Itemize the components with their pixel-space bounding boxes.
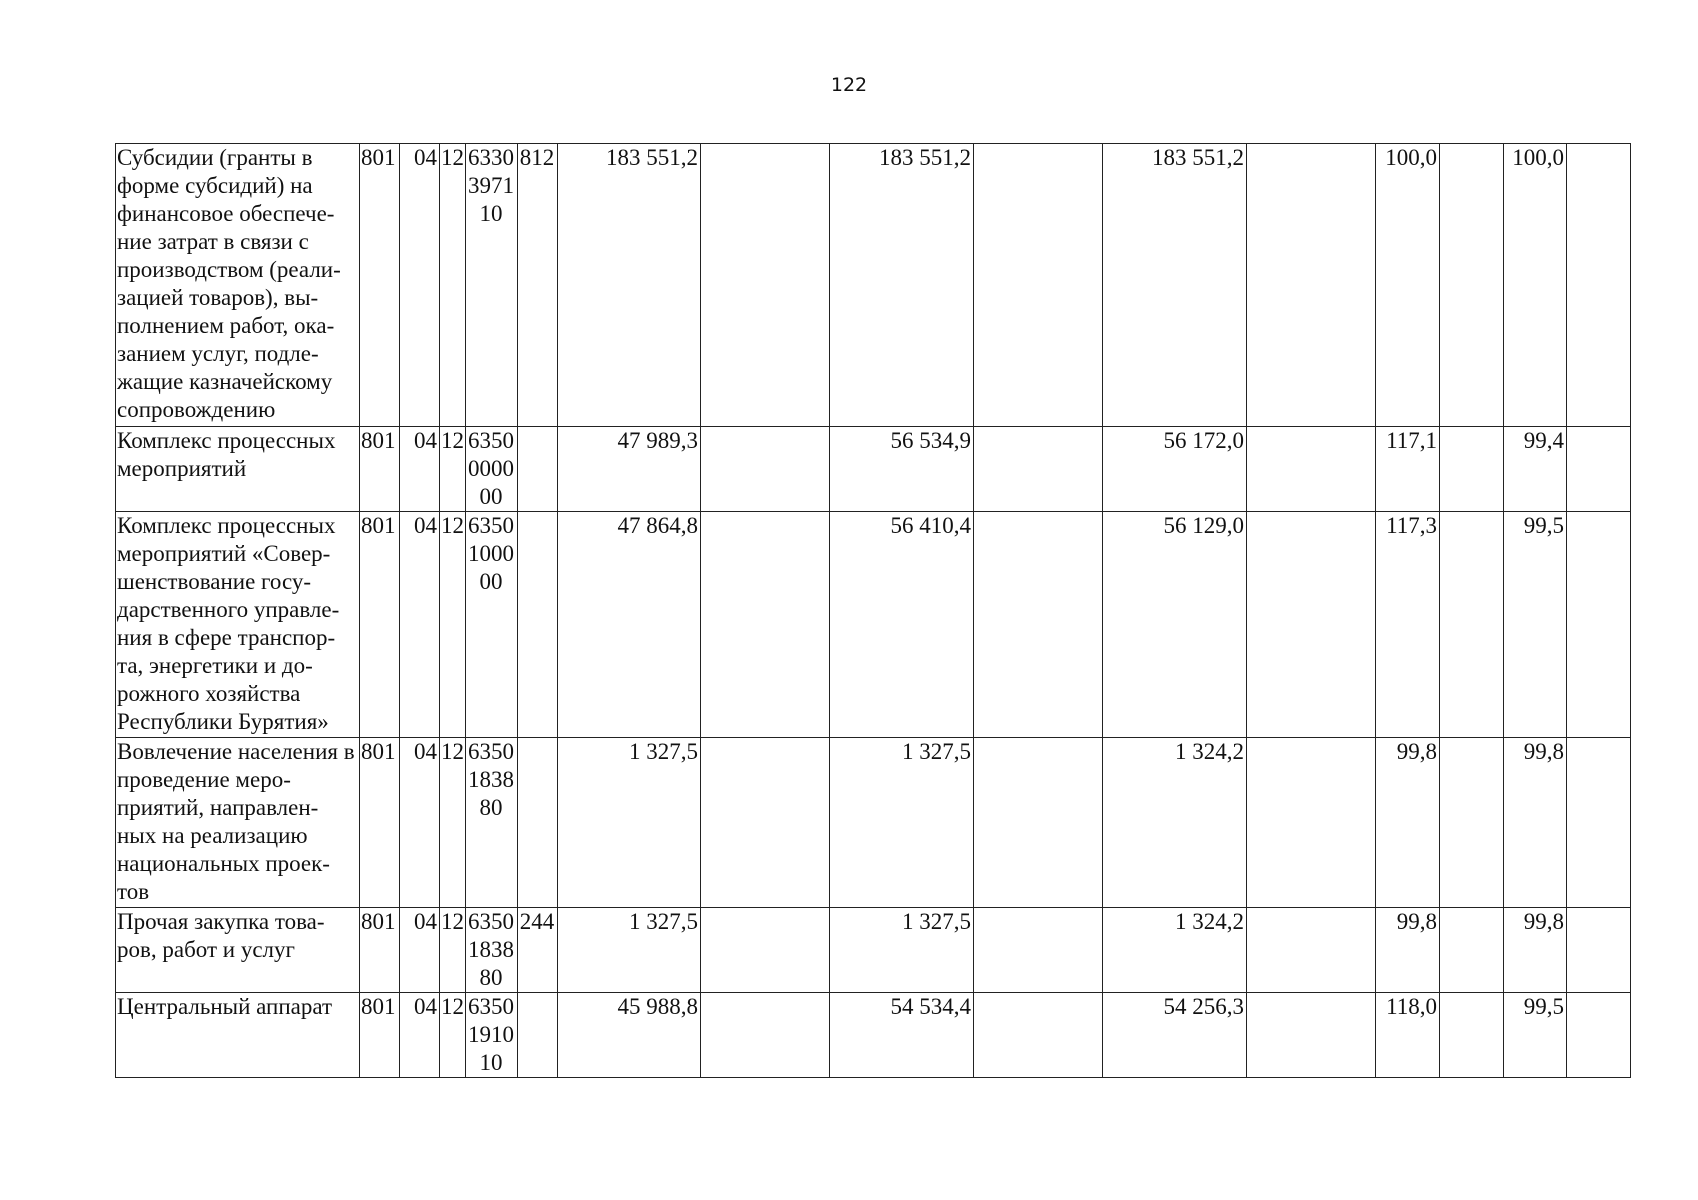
empty-cell bbox=[1440, 427, 1504, 512]
table-body bbox=[116, 144, 1631, 1078]
amount-approved: 1 327,5 bbox=[558, 908, 701, 993]
percent-of-refined: 99,8 bbox=[1504, 908, 1567, 993]
row-name: Субсидии (гранты в форме субсидий) на финансовое обеспече-ние затрат в связи с производством (реали-зацией товаров), вы-полнением работ, ока-занием услуг, подле-жащие казначейскому сопровождению bbox=[116, 144, 360, 427]
target-article-code bbox=[466, 427, 518, 512]
empty-cell bbox=[1567, 512, 1631, 738]
percent-of-refined: 99,5 bbox=[1504, 512, 1567, 738]
amount-refined: 1 327,5 bbox=[830, 738, 974, 908]
empty-cell bbox=[1440, 908, 1504, 993]
target-article-code-part: 1838 bbox=[468, 767, 514, 792]
amount-approved: 47 989,3 bbox=[558, 427, 701, 512]
subsection-code: 12 bbox=[440, 512, 466, 738]
target-article-code bbox=[466, 144, 518, 427]
row-name: Прочая закупка това-ров, работ и услуг bbox=[116, 908, 360, 993]
percent-of-approved: 117,1 bbox=[1376, 427, 1440, 512]
amount-refined: 1 327,5 bbox=[830, 908, 974, 993]
target-article-code-part: 10 bbox=[479, 1050, 503, 1075]
amount-approved: 183 551,2 bbox=[558, 144, 701, 427]
percent-of-refined: 100,0 bbox=[1504, 144, 1567, 427]
empty-cell bbox=[974, 512, 1103, 738]
section-code: 04 bbox=[400, 908, 440, 993]
target-article-code-part: 1000 bbox=[468, 541, 514, 566]
section-code: 04 bbox=[400, 427, 440, 512]
amount-approved: 1 327,5 bbox=[558, 738, 701, 908]
empty-cell bbox=[1567, 993, 1631, 1078]
grbs-code: 801 bbox=[360, 512, 400, 738]
amount-refined: 56 410,4 bbox=[830, 512, 974, 738]
expense-type-code: 812 bbox=[518, 144, 558, 427]
percent-of-refined: 99,4 bbox=[1504, 427, 1567, 512]
target-article-code bbox=[466, 908, 518, 993]
empty-cell bbox=[1440, 738, 1504, 908]
section-code: 04 bbox=[400, 144, 440, 427]
percent-of-approved: 99,8 bbox=[1376, 738, 1440, 908]
target-article-code-part: 6350 bbox=[468, 428, 514, 453]
table-row bbox=[116, 427, 1631, 512]
empty-cell bbox=[1567, 144, 1631, 427]
target-article-code-part: 3971 bbox=[468, 173, 514, 198]
percent-of-approved: 117,3 bbox=[1376, 512, 1440, 738]
percent-of-approved: 99,8 bbox=[1376, 908, 1440, 993]
target-article-code-part: 6350 bbox=[468, 994, 514, 1019]
table-row bbox=[116, 908, 1631, 993]
percent-of-refined: 99,8 bbox=[1504, 738, 1567, 908]
expense-type-code bbox=[518, 993, 558, 1078]
target-article-code bbox=[466, 993, 518, 1078]
subsection-code: 12 bbox=[440, 908, 466, 993]
table-row bbox=[116, 738, 1631, 908]
target-article-code bbox=[466, 512, 518, 738]
empty-cell bbox=[974, 144, 1103, 427]
amount-executed: 54 256,3 bbox=[1103, 993, 1247, 1078]
grbs-code: 801 bbox=[360, 144, 400, 427]
subsection-code: 12 bbox=[440, 738, 466, 908]
amount-executed: 56 129,0 bbox=[1103, 512, 1247, 738]
row-name: Комплекс процессных мероприятий bbox=[116, 427, 360, 512]
amount-executed: 183 551,2 bbox=[1103, 144, 1247, 427]
table-row bbox=[116, 993, 1631, 1078]
empty-cell bbox=[1567, 908, 1631, 993]
empty-cell bbox=[701, 144, 830, 427]
target-article-code-part: 6350 bbox=[468, 739, 514, 764]
target-article-code-part: 6350 bbox=[468, 909, 514, 934]
budget-table bbox=[115, 143, 1631, 1078]
empty-cell bbox=[701, 512, 830, 738]
page-number: 122 bbox=[830, 74, 868, 96]
amount-executed: 56 172,0 bbox=[1103, 427, 1247, 512]
empty-cell bbox=[1440, 144, 1504, 427]
target-article-code-part: 00 bbox=[479, 569, 503, 594]
empty-cell bbox=[1440, 512, 1504, 738]
empty-cell bbox=[1247, 993, 1376, 1078]
row-name: Вовлечение населения в проведение меро-приятий, направлен-ных на реализацию национальных проек-тов bbox=[116, 738, 360, 908]
amount-refined: 183 551,2 bbox=[830, 144, 974, 427]
subsection-code: 12 bbox=[440, 427, 466, 512]
grbs-code: 801 bbox=[360, 993, 400, 1078]
expense-type-code: 244 bbox=[518, 908, 558, 993]
empty-cell bbox=[701, 908, 830, 993]
section-code: 04 bbox=[400, 738, 440, 908]
empty-cell bbox=[1567, 427, 1631, 512]
empty-cell bbox=[701, 993, 830, 1078]
expense-type-code bbox=[518, 427, 558, 512]
empty-cell bbox=[1247, 427, 1376, 512]
empty-cell bbox=[701, 738, 830, 908]
amount-executed: 1 324,2 bbox=[1103, 738, 1247, 908]
empty-cell bbox=[974, 993, 1103, 1078]
target-article-code-part: 0000 bbox=[468, 456, 514, 481]
grbs-code: 801 bbox=[360, 738, 400, 908]
target-article-code-part: 6330 bbox=[468, 145, 514, 170]
amount-refined: 54 534,4 bbox=[830, 993, 974, 1078]
target-article-code-part: 1910 bbox=[468, 1022, 514, 1047]
target-article-code bbox=[466, 738, 518, 908]
target-article-code-part: 00 bbox=[479, 484, 503, 509]
target-article-code-part: 80 bbox=[479, 795, 503, 820]
row-name: Центральный аппарат bbox=[116, 993, 360, 1078]
grbs-code: 801 bbox=[360, 908, 400, 993]
empty-cell bbox=[1247, 738, 1376, 908]
subsection-code: 12 bbox=[440, 144, 466, 427]
percent-of-approved: 118,0 bbox=[1376, 993, 1440, 1078]
target-article-code-part: 6350 bbox=[468, 513, 514, 538]
empty-cell bbox=[974, 427, 1103, 512]
percent-of-refined: 99,5 bbox=[1504, 993, 1567, 1078]
empty-cell bbox=[701, 427, 830, 512]
target-article-code-part: 10 bbox=[479, 201, 503, 226]
section-code: 04 bbox=[400, 993, 440, 1078]
empty-cell bbox=[1247, 144, 1376, 427]
expense-type-code bbox=[518, 512, 558, 738]
table-row bbox=[116, 512, 1631, 738]
empty-cell bbox=[1247, 512, 1376, 738]
empty-cell bbox=[1440, 993, 1504, 1078]
percent-of-approved: 100,0 bbox=[1376, 144, 1440, 427]
section-code: 04 bbox=[400, 512, 440, 738]
expense-type-code bbox=[518, 738, 558, 908]
empty-cell bbox=[1567, 738, 1631, 908]
amount-executed: 1 324,2 bbox=[1103, 908, 1247, 993]
amount-approved: 47 864,8 bbox=[558, 512, 701, 738]
grbs-code: 801 bbox=[360, 427, 400, 512]
amount-approved: 45 988,8 bbox=[558, 993, 701, 1078]
empty-cell bbox=[1247, 908, 1376, 993]
target-article-code-part: 80 bbox=[479, 965, 503, 990]
empty-cell bbox=[974, 738, 1103, 908]
amount-refined: 56 534,9 bbox=[830, 427, 974, 512]
empty-cell bbox=[974, 908, 1103, 993]
target-article-code-part: 1838 bbox=[468, 937, 514, 962]
table-row bbox=[116, 144, 1631, 427]
subsection-code: 12 bbox=[440, 993, 466, 1078]
row-name: Комплекс процессных мероприятий «Совер-шенствование госу-дарственного управле-ния в сфере транспор-та, энергетики и до-рожного хозяйства Республики Бурятия» bbox=[116, 512, 360, 738]
